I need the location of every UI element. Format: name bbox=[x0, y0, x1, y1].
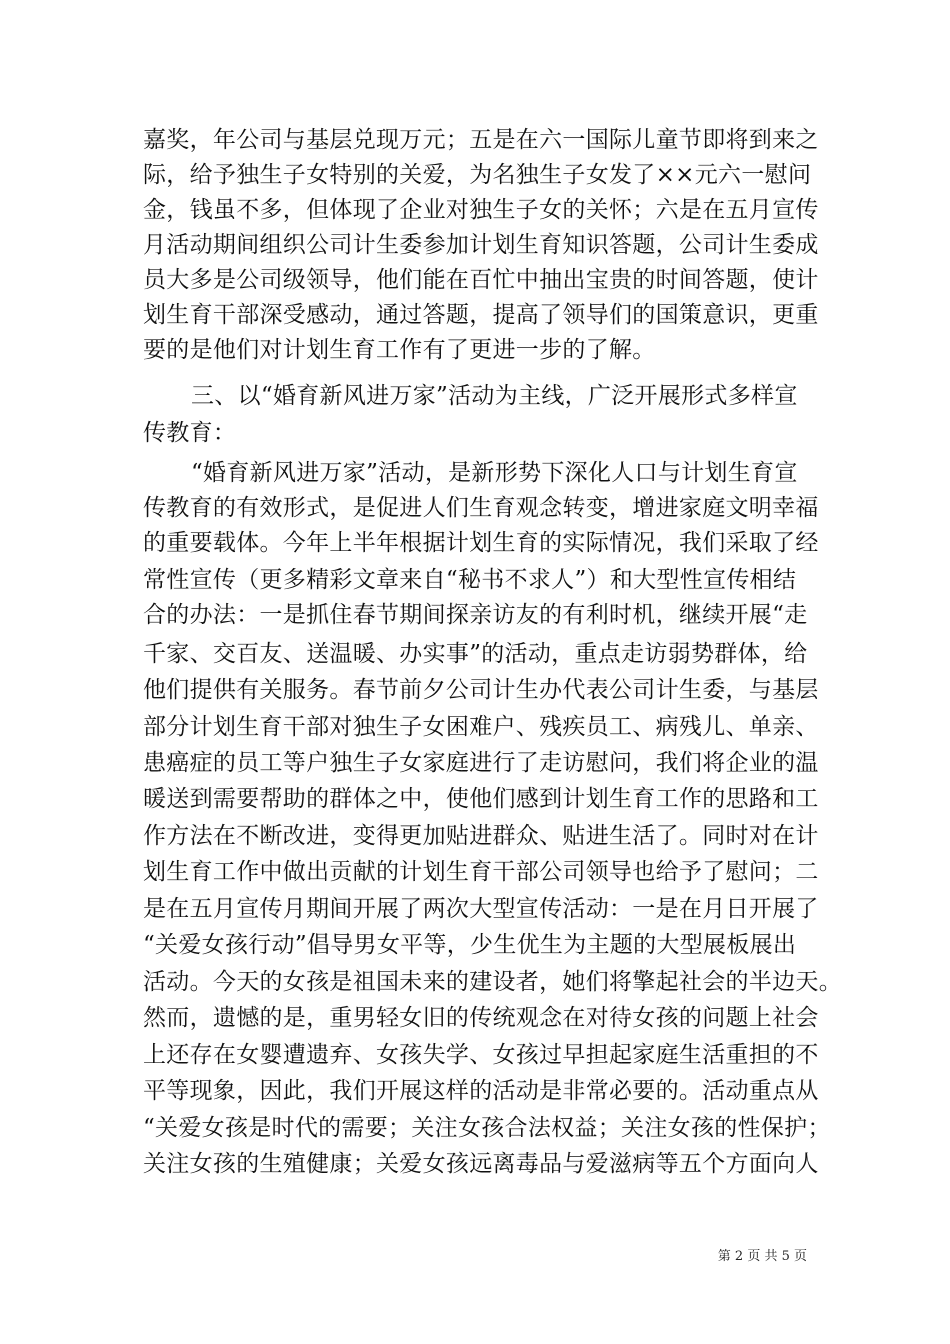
body-text-line: 合的办法：一是抓住春节期间探亲访友的有利时机，继续开展“走 bbox=[143, 602, 808, 628]
body-text-line: 然而，遗憾的是，重男轻女旧的传统观念在对待女孩的问题上社会 bbox=[143, 1005, 819, 1031]
body-text-line: 是在五月宣传月期间开展了两次大型宣传活动：一是在月日开展了 bbox=[143, 896, 819, 922]
body-text-line: 关注女孩的生殖健康；关爱女孩远离毒品与爱滋病等五个方面向人 bbox=[143, 1151, 819, 1177]
body-text-line: 活动。今天的女孩是祖国未来的建设者，她们将擎起社会的半边天。 bbox=[143, 969, 842, 995]
body-text-line: 划生育干部深受感动，通过答题，提高了领导们的国策意识，更重 bbox=[143, 302, 819, 328]
body-text-line: 常性宣传（更多精彩文章来自“秘书不求人”）和大型性宣传相结 bbox=[143, 567, 797, 593]
body-text-line: 划生育工作中做出贡献的计划生育干部公司领导也给予了慰问；二 bbox=[143, 859, 819, 885]
body-text-line: “关爱女孩行动”倡导男女平等，少生优生为主题的大型展板展出 bbox=[143, 932, 797, 958]
page-number-footer: 第 2 页 共 5 页 bbox=[717, 1249, 807, 1264]
section-heading: 三、以“婚育新风进万家”活动为主线，广泛开展形式多样宣 bbox=[191, 383, 798, 409]
body-text-line: 月活动期间组织公司计生委参加计划生育知识答题，公司计生委成 bbox=[143, 232, 819, 258]
body-text-line: 千家、交百友、送温暖、办实事”的活动，重点走访弱势群体，给 bbox=[143, 641, 808, 667]
body-text-line: 际，给予独生子女特别的关爱，为名独生子女发了××元六一慰问 bbox=[143, 162, 812, 188]
body-text-line: 他们提供有关服务。春节前夕公司计生办代表公司计生委，与基层 bbox=[143, 677, 819, 703]
section-heading-continued: 传教育： bbox=[143, 420, 237, 446]
body-text-line: 部分计划生育干部对独生子女困难户、残疾员工、病残儿、单亲、 bbox=[143, 714, 819, 740]
body-text-line: 的重要载体。今年上半年根据计划生育的实际情况，我们采取了经 bbox=[143, 530, 819, 556]
body-text-line: 患癌症的员工等户独生子女家庭进行了走访慰问，我们将企业的温 bbox=[143, 750, 819, 776]
paragraph-first-line: “婚育新风进万家”活动，是新形势下深化人口与计划生育宣 bbox=[191, 460, 798, 486]
body-text-line: 嘉奖，年公司与基层兑现万元；五是在六一国际儿童节即将到来之 bbox=[143, 127, 819, 153]
body-text-line: 平等现象，因此，我们开展这样的活动是非常必要的。活动重点从 bbox=[143, 1078, 819, 1104]
body-text-line: 要的是他们对计划生育工作有了更进一步的了解。 bbox=[143, 337, 656, 363]
body-text-line: 金，钱虽不多，但体现了企业对独生子女的关怀；六是在五月宣传 bbox=[143, 197, 819, 223]
body-text-line: 上还存在女婴遭遗弃、女孩失学、女孩过早担起家庭生活重担的不 bbox=[143, 1042, 819, 1068]
body-text-line: 传教育的有效形式，是促进人们生育观念转变，增进家庭文明幸福 bbox=[143, 495, 819, 521]
body-text-line: “关爱女孩是时代的需要；关注女孩合法权益；关注女孩的性保护； bbox=[143, 1115, 831, 1141]
body-text-line: 员大多是公司级领导，他们能在百忙中抽出宝贵的时间答题，使计 bbox=[143, 267, 819, 293]
body-text-line: 暖送到需要帮助的群体之中，使他们感到计划生育工作的思路和工 bbox=[143, 786, 819, 812]
body-text-line: 作方法在不断改进，变得更加贴进群众、贴进生活了。同时对在计 bbox=[143, 823, 819, 849]
